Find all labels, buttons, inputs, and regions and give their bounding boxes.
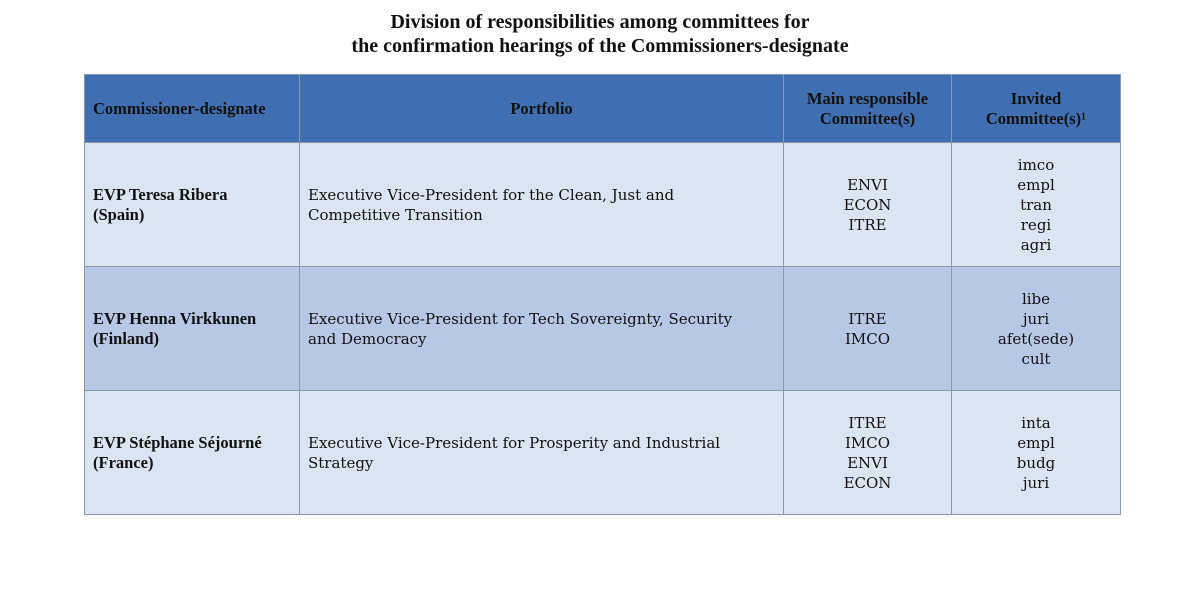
commissioner-country: (France) <box>93 452 154 472</box>
table-header-row <box>85 75 1121 143</box>
header-main-line-1: Main responsible <box>806 88 929 108</box>
main-committees-cell <box>784 143 952 267</box>
invited-committee: regi <box>1020 215 1052 234</box>
main-committee: ECON <box>843 473 892 492</box>
portfolio-cell: Executive Vice-President for Tech Sovereignty, Security and Democracy <box>300 267 784 391</box>
commissioner-name: EVP Henna Virkkunen <box>93 308 257 328</box>
header-main-line-2: Committee(s) <box>819 108 916 128</box>
invited-committee: cult <box>1021 349 1051 368</box>
header-main-committees <box>784 75 952 143</box>
invited-committee: afet(sede) <box>997 329 1075 348</box>
invited-committee: juri <box>1022 473 1050 492</box>
invited-committees-cell <box>952 267 1121 391</box>
main-committees-cell <box>784 391 952 515</box>
invited-committees-cell <box>952 391 1121 515</box>
main-committee: ENVI <box>847 453 888 472</box>
invited-committees-cell <box>952 143 1121 267</box>
main-committee: IMCO <box>844 433 891 452</box>
table-row <box>85 267 1121 391</box>
header-invited-line-1: Invited <box>1010 88 1062 108</box>
responsibilities-table <box>84 74 1121 515</box>
commissioner-cell <box>85 267 300 391</box>
invited-committee: empl <box>1017 175 1055 194</box>
document-title <box>0 10 1200 58</box>
table-row <box>85 143 1121 267</box>
header-invited-line-2: Committee(s)¹ <box>985 108 1087 128</box>
commissioner-cell <box>85 143 300 267</box>
title-line-1: Division of responsibilities among committees for <box>390 11 810 33</box>
main-committee: ITRE <box>848 413 887 432</box>
invited-committee: budg <box>1016 453 1056 472</box>
main-committee: ENVI <box>847 175 888 194</box>
commissioner-country: (Finland) <box>93 328 160 348</box>
invited-committee: libe <box>1021 289 1051 308</box>
commissioner-cell <box>85 391 300 515</box>
main-committee: ITRE <box>848 309 887 328</box>
portfolio-cell: Executive Vice-President for the Clean, Just and Competitive Transition <box>300 143 784 267</box>
invited-committee: inta <box>1021 413 1051 432</box>
invited-committee: juri <box>1022 309 1050 328</box>
commissioner-name: EVP Teresa Ribera <box>93 184 228 204</box>
invited-committee: imco <box>1017 155 1055 174</box>
header-commissioner: Commissioner-designate <box>85 75 300 143</box>
portfolio-cell: Executive Vice-President for Prosperity and Industrial Strategy <box>300 391 784 515</box>
invited-committee: empl <box>1017 433 1055 452</box>
title-line-2: the confirmation hearings of the Commissioners-designate <box>351 35 849 57</box>
main-committees-cell <box>784 267 952 391</box>
invited-committee: tran <box>1020 195 1052 214</box>
main-committee: ITRE <box>848 215 887 234</box>
commissioner-country: (Spain) <box>93 204 145 224</box>
header-portfolio: Portfolio <box>300 75 784 143</box>
main-committee: ECON <box>843 195 892 214</box>
invited-committee: agri <box>1020 235 1052 254</box>
table-row <box>85 391 1121 515</box>
main-committee: IMCO <box>844 329 891 348</box>
commissioner-name: EVP Stéphane Séjourné <box>93 432 262 452</box>
header-invited-committees <box>952 75 1121 143</box>
